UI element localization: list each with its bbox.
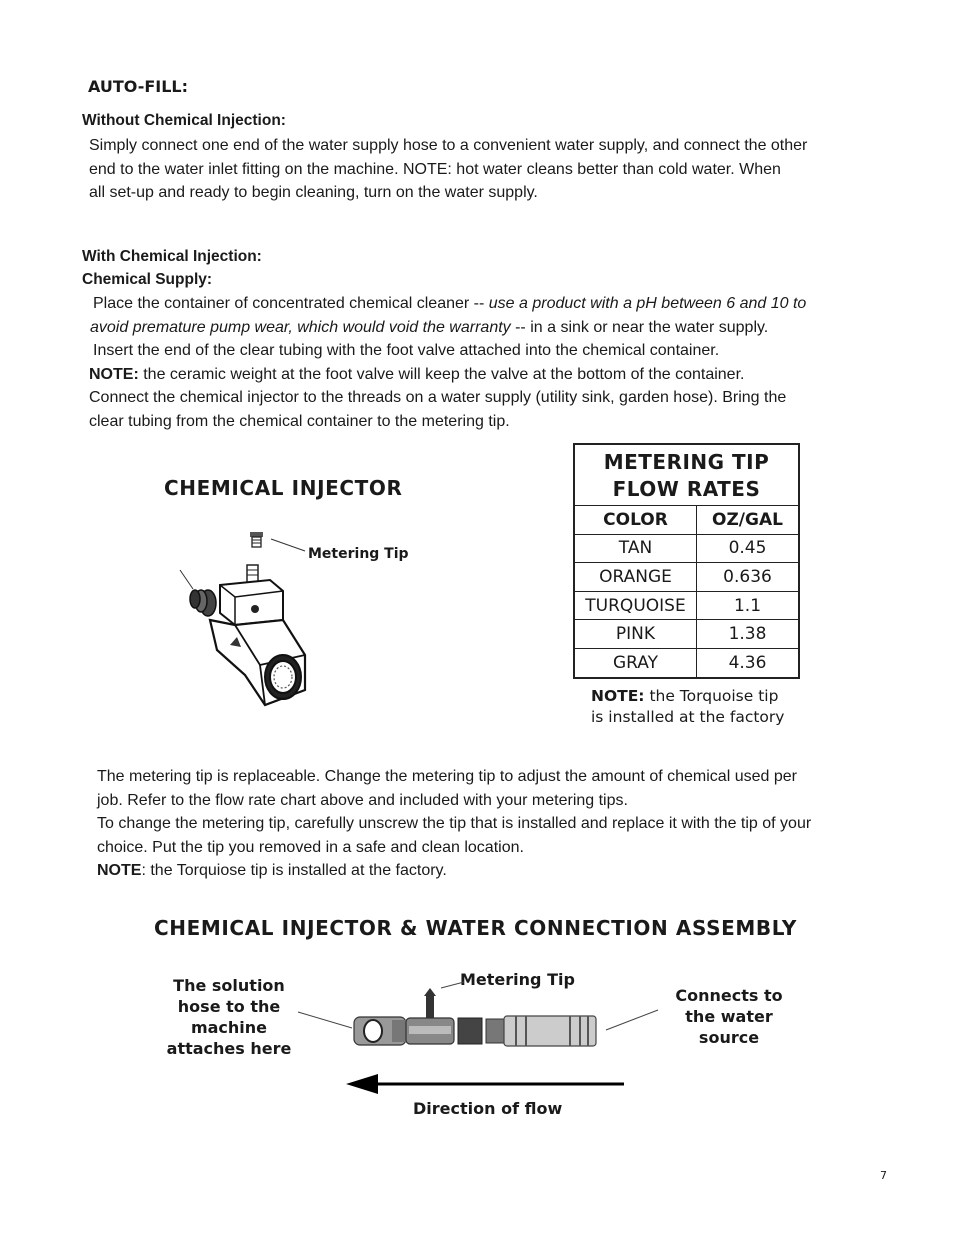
color-cell: PINK	[575, 620, 697, 648]
table-title	[575, 445, 798, 506]
table-row	[575, 592, 798, 621]
table-row	[575, 649, 798, 677]
text-span: : the Torquiose tip is installed at the factory.	[141, 862, 447, 879]
text-line: end to the water inlet fitting on the machine. NOTE: hot water cleans better than cold water. When	[89, 160, 781, 178]
without-injection-heading: Without Chemical Injection:	[82, 112, 286, 129]
without-injection-paragraph	[89, 134, 807, 205]
text-line: Connect the chemical injector to the threads on a water supply (utility sink, garden hose). Bring the	[89, 389, 787, 406]
table-header-row	[575, 506, 798, 535]
rate-cell: 0.636	[723, 566, 772, 587]
color-cell: GRAY	[575, 649, 697, 677]
rate-cell: 1.38	[728, 624, 767, 645]
italic-text: use a product with a pH between 6 and 10 to	[488, 295, 807, 312]
direction-of-flow-label: Direction of flow	[413, 1099, 563, 1118]
metering-tip-paragraph	[97, 765, 811, 883]
text-line	[89, 316, 806, 340]
rate-cell: 4.36	[728, 652, 767, 673]
text-line	[591, 686, 784, 707]
flow-direction-arrow-icon	[346, 1074, 624, 1094]
text-line: To change the metering tip, carefully unscrew the tip that is installed and replace it with the tip of your	[97, 815, 812, 832]
page-number: 7	[880, 1169, 887, 1182]
text-line: is installed at the factory	[591, 708, 785, 726]
note-label: NOTE	[97, 862, 142, 879]
note-label: NOTE:	[591, 687, 645, 705]
with-injection-heading: With Chemical Injection:	[82, 248, 262, 265]
text-span: -- in a sink or near the water supply.	[510, 318, 769, 336]
text-line: clear tubing from the chemical container to the metering tip.	[89, 412, 510, 430]
color-cell: TURQUOISE	[575, 592, 697, 620]
autofill-heading: AUTO-FILL:	[88, 77, 189, 96]
label-line: The solution	[173, 976, 285, 995]
label-line: hose to the	[177, 997, 281, 1016]
chemical-supply-heading: Chemical Supply:	[82, 271, 213, 288]
connection-assembly-illustration	[296, 976, 661, 1098]
threaded-end-icon	[190, 590, 216, 616]
table-title-line: METERING TIP	[603, 450, 770, 474]
chemical-injector-title: CHEMICAL INJECTOR	[164, 476, 403, 500]
text-span: the Torquoise tip	[644, 687, 779, 705]
text-line	[89, 292, 806, 316]
water-source-label	[668, 985, 790, 1048]
rate-cell: 0.45	[728, 538, 767, 559]
solution-hose-label	[164, 975, 294, 1059]
table-row	[575, 620, 798, 649]
text-span: Place the container of concentrated chemical cleaner --	[93, 295, 489, 312]
rate-cell: 1.1	[733, 595, 762, 616]
text-line: job. Refer to the flow rate chart above and included with your metering tips.	[97, 791, 628, 809]
text-line	[89, 363, 806, 387]
column-header-rate: OZ/GAL	[712, 509, 783, 530]
metering-tip-icon	[250, 532, 263, 547]
metering-tip-flow-rates-table	[573, 443, 800, 679]
text-line: all set-up and ready to begin cleaning, turn on the water supply.	[89, 184, 538, 201]
label-line: the water	[685, 1007, 773, 1026]
text-line: Insert the end of the clear tubing with the foot valve attached into the chemical container.	[93, 342, 720, 359]
italic-text: avoid premature pump wear, which would void the warranty	[90, 318, 511, 336]
text-line	[97, 859, 811, 883]
text-line: The metering tip is replaceable. Change the metering tip to adjust the amount of chemical used per	[97, 768, 797, 785]
text-span: the ceramic weight at the foot valve will keep the valve at the bottom of the container.	[138, 365, 745, 383]
table-note	[591, 686, 784, 728]
label-line: attaches here	[166, 1039, 292, 1058]
table-title-line: FLOW RATES	[612, 477, 761, 501]
chemical-supply-paragraph	[89, 292, 806, 433]
chemical-injector-illustration	[175, 525, 315, 710]
column-header-color: COLOR	[575, 506, 697, 534]
color-cell: ORANGE	[575, 563, 697, 591]
metering-tip-callout: Metering Tip	[308, 546, 409, 562]
note-label: NOTE:	[89, 365, 139, 383]
table-row	[575, 535, 798, 564]
text-line: Simply connect one end of the water supply hose to a convenient water supply, and connect the other	[89, 137, 808, 154]
label-line: source	[698, 1028, 760, 1047]
table-row	[575, 563, 798, 592]
label-line: Connects to	[675, 986, 783, 1005]
assembly-title: CHEMICAL INJECTOR & WATER CONNECTION ASSEMBLY	[154, 916, 798, 940]
assembly-metering-tip-label: Metering Tip	[460, 970, 575, 989]
text-line: choice. Put the tip you removed in a safe and clean location.	[97, 838, 524, 856]
color-cell: TAN	[575, 535, 697, 563]
label-line: machine	[190, 1018, 268, 1037]
